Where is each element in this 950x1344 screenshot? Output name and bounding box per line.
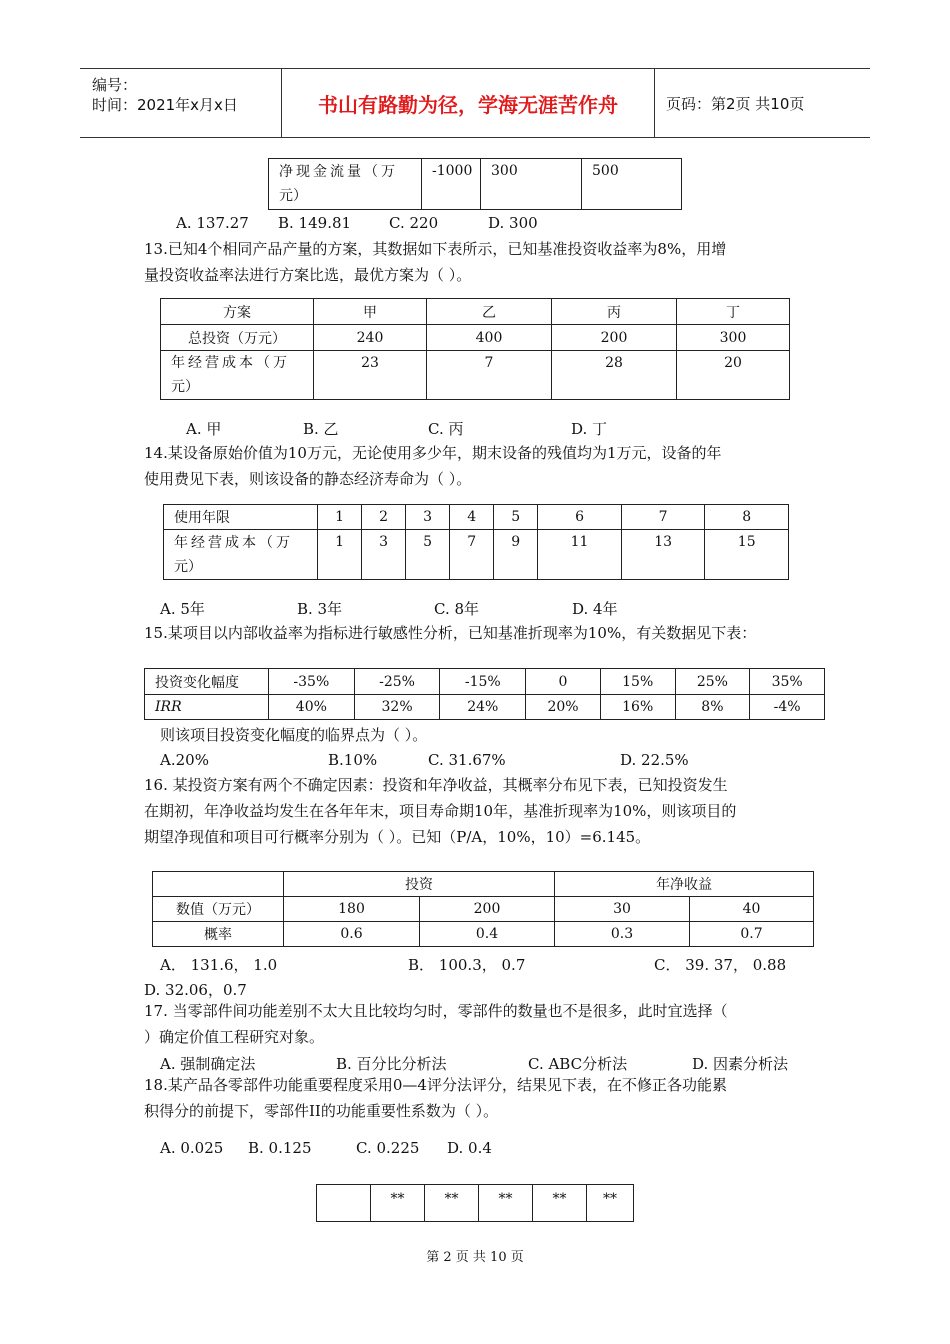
table-cell: 180 <box>284 897 420 922</box>
table-cell: 25% <box>675 669 750 695</box>
q12-option-c: C. 220 <box>389 214 439 232</box>
q15-option-b: B.10% <box>328 751 378 769</box>
q13-option-c: C. 丙 <box>428 420 464 438</box>
q17-option-d: D. 因素分析法 <box>692 1055 789 1073</box>
table-cell: 16% <box>600 695 675 720</box>
table-cell: 3 <box>406 505 450 530</box>
q17-text-2: ）确定价值工程研究对象。 <box>144 1028 325 1046</box>
q15-option-c: C. 31.67% <box>428 751 506 769</box>
table-cell: ** <box>587 1185 634 1222</box>
q17-option-b: B. 百分比分析法 <box>336 1055 447 1073</box>
q18-option-d: D. 0.4 <box>447 1139 492 1157</box>
q16-option-c: C． 39. 37， 0.88 <box>654 956 787 974</box>
table-cell: 200 <box>420 897 555 922</box>
q15-table <box>144 668 825 720</box>
table-cell: 0.6 <box>284 922 420 947</box>
table-cell: 0.7 <box>690 922 814 947</box>
q12-option-b: B. 149.81 <box>278 214 352 232</box>
table-cell: 15 <box>705 530 789 580</box>
table-cell: 9 <box>494 530 538 580</box>
q13-option-a: A. 甲 <box>186 420 222 438</box>
q18-table <box>316 1184 634 1222</box>
table-cell: ** <box>371 1185 425 1222</box>
table-cell: 20 <box>677 351 790 400</box>
row-label: 概率 <box>153 922 284 947</box>
group-header-investment: 投资 <box>284 872 555 897</box>
q18-option-c: C. 0.225 <box>356 1139 420 1157</box>
q18-text-2: 积得分的前提下，零部件II的功能重要性系数为（ ）。 <box>144 1102 499 1120</box>
table-cell: 24% <box>440 695 526 720</box>
page-footer: 第 2 页 共 10 页 <box>426 1250 524 1265</box>
q14-option-b: B. 3年 <box>297 600 343 618</box>
table-cell: 2 <box>362 505 406 530</box>
q16-option-a: A． 131.6， 1.0 <box>160 956 278 974</box>
page-label: 页码：第2页 共10页 <box>666 94 805 113</box>
table-corner <box>153 872 284 897</box>
q13-text-1: 13.已知4个相同产品产量的方案，其数据如下表所示，已知基准投资收益率为8%，用增 <box>144 240 727 258</box>
table-cell: -4% <box>750 695 825 720</box>
q12-option-a: A. 137.27 <box>176 214 249 232</box>
q13-text-2: 量投资收益率法进行方案比选，最优方案为（ ）。 <box>144 266 472 284</box>
table-cell: 3 <box>362 530 406 580</box>
table-cell: ** <box>425 1185 479 1222</box>
q15-option-a: A.20% <box>160 751 209 769</box>
table-cell: 400 <box>427 325 552 351</box>
q13-option-b: B. 乙 <box>303 420 339 438</box>
table-header: 丁 <box>677 299 790 325</box>
q15-option-d: D. 22.5% <box>620 751 689 769</box>
q17-option-a: A. 强制确定法 <box>160 1055 256 1073</box>
q18-option-a: A. 0.025 <box>160 1139 224 1157</box>
q16-option-d: D. 32.06，0.7 <box>144 981 247 999</box>
table-cell: ** <box>533 1185 587 1222</box>
table-cell: 4 <box>450 505 494 530</box>
row-label: 投资变化幅度 <box>145 669 269 695</box>
q12-table <box>268 158 682 210</box>
table-cell: 500 <box>582 159 682 210</box>
q18-option-b: B. 0.125 <box>248 1139 312 1157</box>
q14-option-c: C. 8年 <box>434 600 480 618</box>
q16-text-1: 16. 某投资方案有两个不确定因素：投资和年净收益，其概率分布见下表，已知投资发生 <box>144 776 728 794</box>
table-cell: 13 <box>621 530 705 580</box>
table-cell: 1 <box>318 505 362 530</box>
group-header-income: 年净收益 <box>555 872 814 897</box>
table-cell: 6 <box>538 505 622 530</box>
table-cell: 5 <box>406 530 450 580</box>
q14-option-d: D. 4年 <box>572 600 618 618</box>
table-cell: 300 <box>677 325 790 351</box>
table-cell: 240 <box>314 325 427 351</box>
table-cell: 0 <box>526 669 601 695</box>
q18-text-1: 18.某产品各零部件功能重要程度采用0—4评分法评分，结果见下表，在不修正各功能累 <box>144 1076 727 1094</box>
table-cell: -35% <box>269 669 355 695</box>
q13-option-d: D. 丁 <box>571 420 608 438</box>
q14-option-a: A. 5年 <box>160 600 205 618</box>
number-label: 编号： <box>92 76 138 94</box>
table-cell: 20% <box>526 695 601 720</box>
table-cell: 32% <box>354 695 440 720</box>
table-cell: 300 <box>481 159 582 210</box>
header-left <box>80 69 282 137</box>
table-cell: 15% <box>600 669 675 695</box>
q15-text-2: 则该项目投资变化幅度的临界点为（ ）。 <box>160 726 428 744</box>
table-cell: 40% <box>269 695 355 720</box>
q14-text-2: 使用费见下表，则该设备的静态经济寿命为（ ）。 <box>144 470 472 488</box>
time-label: 时间：2021年x月x日 <box>92 96 238 114</box>
q16-option-b: B． 100.3， 0.7 <box>408 956 526 974</box>
q16-text-2: 在期初，年净收益均发生在各年年末，项目寿命期10年，基准折现率为10%，则该项目的 <box>144 802 737 820</box>
row-label: 总投资（万元） <box>161 325 314 351</box>
table-cell: 1 <box>318 530 362 580</box>
row-label: IRR <box>145 695 269 720</box>
table-cell: 8% <box>675 695 750 720</box>
table-cell: 0.3 <box>555 922 690 947</box>
table-cell: 23 <box>314 351 427 400</box>
row-label: 年经营成本（万 元） <box>161 351 314 400</box>
table-cell: 8 <box>705 505 789 530</box>
table-cell: 28 <box>552 351 677 400</box>
table-cell: -15% <box>440 669 526 695</box>
q16-table <box>152 871 814 947</box>
table-header: 丙 <box>552 299 677 325</box>
table-cell: 7 <box>450 530 494 580</box>
table-cell <box>317 1185 371 1222</box>
q13-table <box>160 298 790 400</box>
q14-table <box>163 504 789 580</box>
table-header: 乙 <box>427 299 552 325</box>
q15-text-1: 15.某项目以内部收益率为指标进行敏感性分析，已知基准折现率为10%，有关数据见下表： <box>144 624 757 642</box>
row-label: 使用年限 <box>164 505 318 530</box>
table-cell: ** <box>479 1185 533 1222</box>
table-cell: 30 <box>555 897 690 922</box>
q12-row-label: 净现金流量（万 元） <box>269 159 422 210</box>
table-cell: 40 <box>690 897 814 922</box>
table-cell: 200 <box>552 325 677 351</box>
q14-text-1: 14.某设备原始价值为10万元，无论使用多少年，期末设备的残值均为1万元，设备的年 <box>144 444 722 462</box>
table-cell: 7 <box>621 505 705 530</box>
q17-text-1: 17. 当零部件间功能差别不太大且比较均匀时，零部件的数量也不是很多，此时宜选择（ <box>144 1002 728 1020</box>
page-header <box>80 68 870 138</box>
q17-option-c: C. ABC分析法 <box>528 1055 628 1073</box>
table-cell: 0.4 <box>420 922 555 947</box>
q12-option-d: D. 300 <box>488 214 538 232</box>
row-label: 年经营成本（万 元） <box>164 530 318 580</box>
table-cell: 11 <box>538 530 622 580</box>
table-cell: -25% <box>354 669 440 695</box>
table-header: 方案 <box>161 299 314 325</box>
table-cell: 5 <box>494 505 538 530</box>
q16-text-3: 期望净现值和项目可行概率分别为（ ）。已知（P/A，10%，10）=6.145。 <box>144 828 651 846</box>
table-cell: 7 <box>427 351 552 400</box>
table-header: 甲 <box>314 299 427 325</box>
table-cell: 35% <box>750 669 825 695</box>
table-cell: -1000 <box>422 159 481 210</box>
motto: 书山有路勤为径，学海无涯苦作舟 <box>282 69 655 137</box>
row-label: 数值（万元） <box>153 897 284 922</box>
